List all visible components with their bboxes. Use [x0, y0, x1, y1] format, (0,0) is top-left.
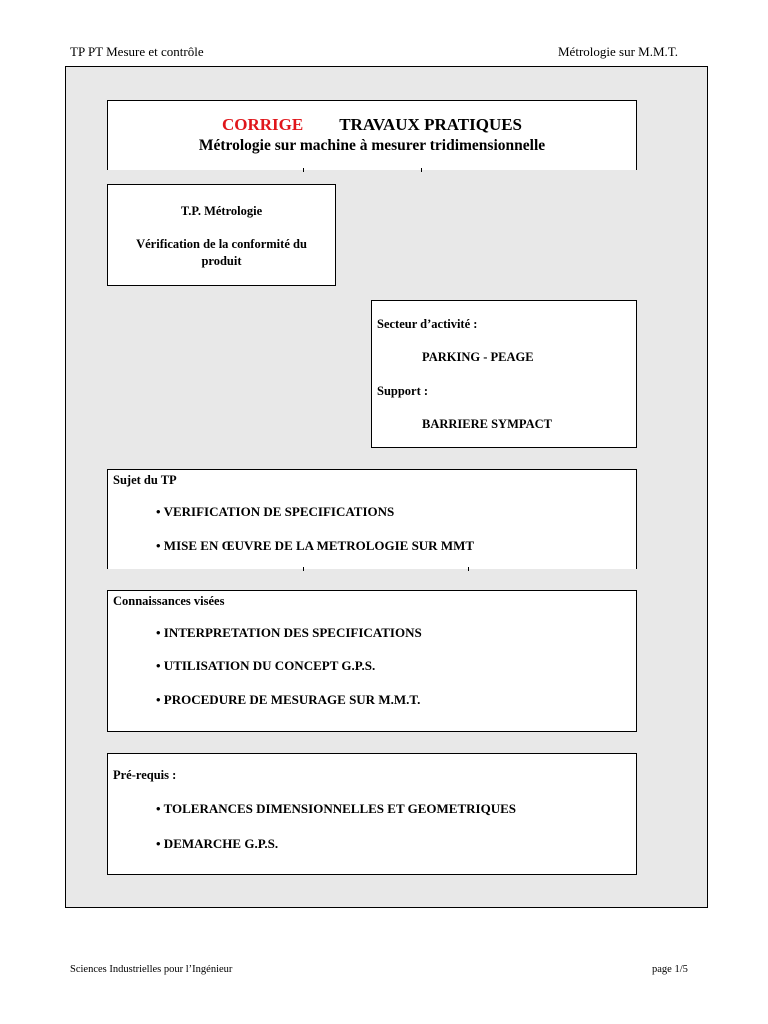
title-box	[107, 100, 637, 170]
tick-mark	[303, 168, 304, 172]
tp-box	[107, 184, 336, 286]
tick-mark	[421, 168, 422, 172]
prerequis-box	[107, 753, 637, 875]
sector-value: PARKING - PEAGE	[422, 350, 534, 364]
list-item: • TOLERANCES DIMENSIONNELLES ET GEOMETRIQUES	[156, 801, 516, 816]
prerequis-heading: Pré-requis :	[113, 768, 177, 782]
sector-box	[371, 300, 637, 448]
header-right: Métrologie sur M.M.T.	[558, 44, 678, 59]
tp-description: Vérification de la conformité du produit	[136, 237, 307, 268]
page-number: page 1/5	[652, 964, 688, 975]
sujet-heading: Sujet du TP	[113, 473, 177, 487]
support-value: BARRIERE SYMPACT	[422, 417, 552, 431]
tp-title: T.P. Métrologie	[180, 204, 263, 218]
sujet-box	[107, 469, 637, 569]
title-subtitle: Métrologie sur machine à mesurer tridimensionnelle	[198, 137, 546, 154]
corrige-label: CORRIGE	[221, 115, 304, 134]
connaissances-heading: Connaissances visées	[113, 594, 225, 608]
list-item: • VERIFICATION DE SPECIFICATIONS	[156, 504, 395, 519]
footer-left: Sciences Industrielles pour l’Ingénieur	[70, 964, 233, 975]
list-item: • MISE EN ŒUVRE DE LA METROLOGIE SUR MMT	[156, 538, 475, 553]
tick-mark	[303, 567, 304, 571]
list-item: • DEMARCHE G.P.S.	[156, 836, 279, 851]
list-item: • UTILISATION DU CONCEPT G.P.S.	[156, 658, 376, 673]
list-item: • INTERPRETATION DES SPECIFICATIONS	[156, 625, 422, 640]
title-line	[108, 115, 636, 135]
connaissances-box	[107, 590, 637, 732]
sector-label: Secteur d’activité :	[377, 317, 478, 331]
support-label: Support :	[377, 384, 429, 398]
title-main: TRAVAUX PRATIQUES	[339, 115, 523, 134]
tick-mark	[468, 567, 469, 571]
list-item: • PROCEDURE DE MESURAGE SUR M.M.T.	[156, 692, 421, 707]
header-left: TP PT Mesure et contrôle	[70, 44, 204, 59]
